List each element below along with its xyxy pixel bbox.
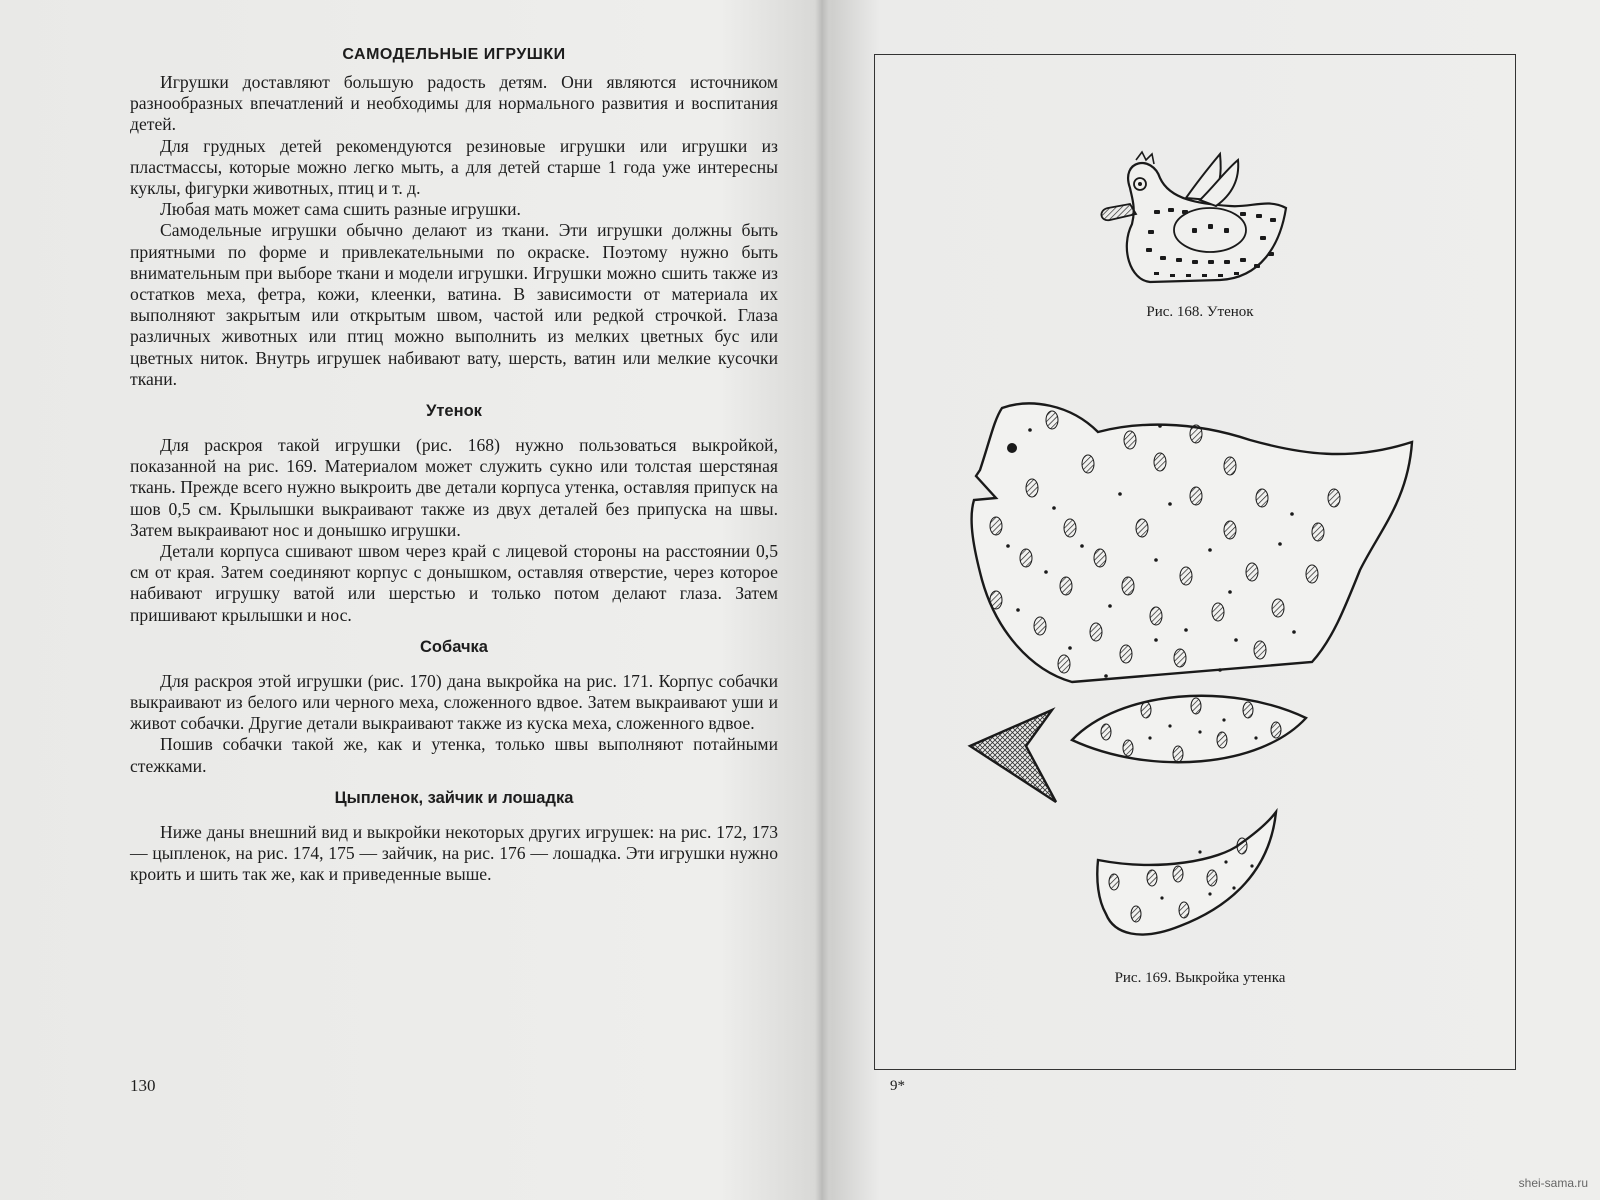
watermark: shei-sama.ru bbox=[1518, 1176, 1588, 1190]
figure-168-caption: Рис. 168. Утенок bbox=[1146, 304, 1254, 320]
intro-paragraph-2: Для грудных детей рекомендуются резиновые игрушки или игрушки из пластмассы, которые можно легко мыть, а для детей старше 1 года уже интересны куклы, фигурки животных, птиц и т. д. bbox=[130, 135, 778, 199]
page-number: 130 bbox=[130, 1076, 156, 1095]
figure-169-caption: Рис. 169. Выкройка утенка bbox=[1114, 970, 1286, 986]
intro-paragraph-3: Любая мать может сама сшить разные игрушки. bbox=[160, 199, 521, 220]
chicken-paragraph-1: Ниже даны внешний вид и выкройки некоторых других игрушек: на рис. 172, 173 — цыпленок, на рис. 174, 175 — зайчик, на рис. 176 — лошадка. Эти игрушки нужно кроить и шить так же, как и приведенные выше. bbox=[130, 821, 778, 885]
intro-paragraph-1: Игрушки доставляют большую радость детям. Они являются источником разнообразных впечатлений и необходимы для нормального развития и воспитания детей. bbox=[130, 72, 778, 135]
duck-toy-illustration bbox=[1090, 148, 1290, 296]
intro-paragraph-4: Самодельные игрушки обычно делают из ткани. Эти игрушки должны быть приятными по форме и привлекательными по окраске. Поэтому нужно быть внимательным при выборе ткани и модели игрушки. Игрушки можно сшить также из остатков меха, фетра, кожи, клеенки, ватина. В зависимости от материала их выполняют закрытым или открытым швом, частой или редкой строчкой. Глаза различных животных или птиц можно выполнить из мелких цветных бус или цветных ниток. Внутрь игрушек набивают вату, шерсть, ватин или мелкие кусочки ткани. bbox=[130, 220, 778, 389]
dog-paragraph-2: Пошив собачки такой же, как и утенка, только швы выполняют потайными стежками. bbox=[130, 734, 778, 776]
section-title-duckling: Утенок bbox=[426, 402, 482, 421]
page-title: САМОДЕЛЬНЫЕ ИГРУШКИ bbox=[342, 46, 566, 63]
pattern-beak-piece bbox=[970, 710, 1056, 802]
duckling-paragraph-2: Детали корпуса сшивают швом через край с лицевой стороны на расстоянии 0,5 см от края. Затем соединяют корпус с донышком, оставляя отверстие, через которое набивают игрушку ватой или шерстью и только потом делают глаза. Затем пришивают крылышки и нос. bbox=[130, 541, 778, 625]
left-page bbox=[130, 40, 778, 886]
pattern-body-piece bbox=[972, 403, 1412, 682]
book-gutter bbox=[815, 0, 829, 1200]
duck-pattern-illustration bbox=[960, 400, 1450, 960]
dog-paragraph-1: Для раскроя этой игрушки (рис. 170) дана выкройка на рис. 171. Корпус собачки выкраивают из белого или черного меха, сложенного вдвое. Затем выкраивают уши и живот собачки. Другие детали выкраивают также из куска меха, сложенного вдвое. bbox=[130, 670, 778, 734]
section-title-chicken: Цыпленок, зайчик и лошадка bbox=[334, 788, 574, 807]
duckling-paragraph-1: Для раскроя такой игрушки (рис. 168) нужно пользоваться выкройкой, показанной на рис. 169. Материалом может служить сукно или толстая шерстяная ткань. Прежде всего нужно выкроить две детали корпуса утенка, оставляя припуск на шов 0,5 см. Крылышки выкраивают также из двух деталей без припуска на швы. Затем выкраивают нос и донышко игрушки. bbox=[130, 435, 778, 540]
signature-mark: 9* bbox=[890, 1078, 905, 1094]
section-title-dog: Собачка bbox=[420, 637, 488, 656]
